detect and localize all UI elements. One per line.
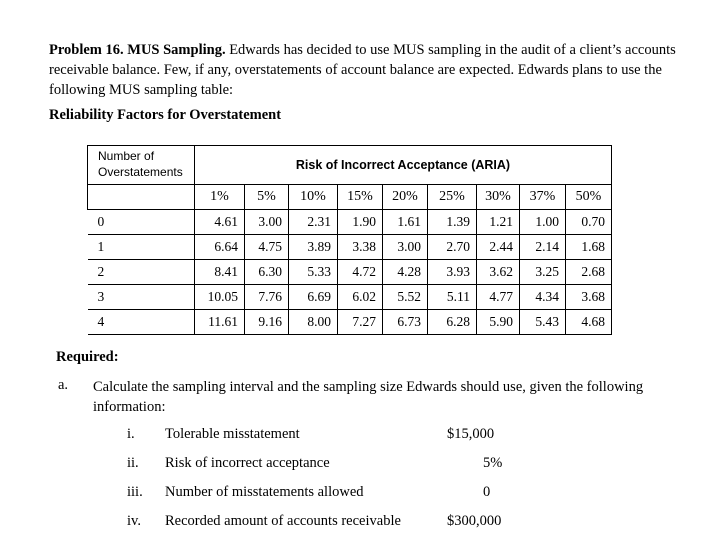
info-roman: iv. bbox=[127, 513, 141, 529]
factor-cell: 2.14 bbox=[520, 235, 566, 260]
factor-cell: 1.39 bbox=[428, 210, 477, 235]
table-row bbox=[88, 235, 612, 260]
percent-header-row bbox=[88, 185, 612, 210]
info-value: 5% bbox=[483, 455, 503, 471]
pct-header: 25% bbox=[428, 185, 477, 210]
pct-header: 50% bbox=[566, 185, 612, 210]
row-header-line2: Overstatements bbox=[98, 165, 183, 179]
factor-cell: 5.43 bbox=[520, 310, 566, 335]
table-row bbox=[88, 210, 612, 235]
factor-cell: 3.38 bbox=[338, 235, 383, 260]
info-value: $15,000 bbox=[447, 426, 495, 442]
factor-cell: 6.73 bbox=[383, 310, 428, 335]
blank-cell bbox=[88, 185, 195, 210]
factor-cell: 6.28 bbox=[428, 310, 477, 335]
pct-header: 15% bbox=[338, 185, 383, 210]
factor-cell: 3.62 bbox=[477, 260, 520, 285]
factor-cell: 4.77 bbox=[477, 285, 520, 310]
reliability-factors-table-wrap bbox=[87, 145, 612, 335]
factor-cell: 4.72 bbox=[338, 260, 383, 285]
table-row bbox=[88, 285, 612, 310]
factor-cell: 5.90 bbox=[477, 310, 520, 335]
row-header-cell bbox=[88, 146, 195, 185]
factor-cell: 2.70 bbox=[428, 235, 477, 260]
requirement-a-text: Calculate the sampling interval and the sampling size Edwards should use, given the following information: bbox=[93, 379, 644, 415]
pct-header: 1% bbox=[195, 185, 245, 210]
table-header-row bbox=[88, 146, 612, 185]
pct-header: 5% bbox=[245, 185, 289, 210]
factor-cell: 5.11 bbox=[428, 285, 477, 310]
factor-cell: 1.68 bbox=[566, 235, 612, 260]
factor-cell: 4.68 bbox=[566, 310, 612, 335]
factor-cell: 3.00 bbox=[245, 210, 289, 235]
info-roman: ii. bbox=[127, 455, 139, 471]
factor-cell: 9.16 bbox=[245, 310, 289, 335]
table-title: Reliability Factors for Overstatement bbox=[49, 107, 282, 123]
factor-cell: 6.64 bbox=[195, 235, 245, 260]
problem-title: Problem 16. MUS Sampling. bbox=[49, 42, 226, 58]
factor-cell: 2.44 bbox=[477, 235, 520, 260]
factor-cell: 1.61 bbox=[383, 210, 428, 235]
row-header-line1: Number of bbox=[98, 149, 155, 163]
table-row bbox=[88, 260, 612, 285]
info-desc: Number of misstatements allowed bbox=[165, 484, 364, 500]
factor-cell: 6.02 bbox=[338, 285, 383, 310]
factor-cell: 3.68 bbox=[566, 285, 612, 310]
problem-text: Edwards has decided to use MUS sampling in the audit of a client’s accounts receivable balance. Few, if any, overstatements of account balance are expected. Edwards plans to use the following MUS sampling table: bbox=[49, 42, 676, 98]
requirement-a-marker: a. bbox=[58, 377, 69, 393]
factor-cell: 8.00 bbox=[289, 310, 338, 335]
factor-cell: 3.89 bbox=[289, 235, 338, 260]
info-value: $300,000 bbox=[447, 513, 502, 529]
aria-header: Risk of Incorrect Acceptance (ARIA) bbox=[195, 146, 612, 185]
factor-cell: 2.31 bbox=[289, 210, 338, 235]
factor-cell: 5.52 bbox=[383, 285, 428, 310]
info-roman: i. bbox=[127, 426, 135, 442]
factor-cell: 4.61 bbox=[195, 210, 245, 235]
factor-cell: 7.27 bbox=[338, 310, 383, 335]
factor-cell: 4.75 bbox=[245, 235, 289, 260]
factor-cell: 3.00 bbox=[383, 235, 428, 260]
problem-statement bbox=[49, 40, 689, 100]
table-row bbox=[88, 310, 612, 335]
overstatement-count-cell: 4 bbox=[88, 310, 195, 335]
factor-cell: 4.28 bbox=[383, 260, 428, 285]
factor-cell: 4.34 bbox=[520, 285, 566, 310]
pct-header: 20% bbox=[383, 185, 428, 210]
info-desc: Tolerable misstatement bbox=[165, 426, 300, 442]
overstatement-count-cell: 3 bbox=[88, 285, 195, 310]
factor-cell: 3.93 bbox=[428, 260, 477, 285]
pct-header: 30% bbox=[477, 185, 520, 210]
overstatement-count-cell: 0 bbox=[88, 210, 195, 235]
factor-cell: 3.25 bbox=[520, 260, 566, 285]
info-roman: iii. bbox=[127, 484, 143, 500]
factor-cell: 1.90 bbox=[338, 210, 383, 235]
overstatement-count-cell: 1 bbox=[88, 235, 195, 260]
factor-cell: 6.30 bbox=[245, 260, 289, 285]
factor-cell: 5.33 bbox=[289, 260, 338, 285]
info-value: 0 bbox=[483, 484, 491, 500]
factor-cell: 0.70 bbox=[566, 210, 612, 235]
table-body bbox=[88, 210, 612, 335]
factor-cell: 1.00 bbox=[520, 210, 566, 235]
reliability-factors-table bbox=[87, 145, 612, 335]
factor-cell: 6.69 bbox=[289, 285, 338, 310]
factor-cell: 11.61 bbox=[195, 310, 245, 335]
factor-cell: 7.76 bbox=[245, 285, 289, 310]
pct-header: 10% bbox=[289, 185, 338, 210]
overstatement-count-cell: 2 bbox=[88, 260, 195, 285]
required-heading: Required: bbox=[56, 349, 119, 365]
info-desc: Risk of incorrect acceptance bbox=[165, 455, 330, 471]
info-desc: Recorded amount of accounts receivable bbox=[165, 513, 401, 529]
factor-cell: 10.05 bbox=[195, 285, 245, 310]
factor-cell: 2.68 bbox=[566, 260, 612, 285]
factor-cell: 1.21 bbox=[477, 210, 520, 235]
pct-header: 37% bbox=[520, 185, 566, 210]
factor-cell: 8.41 bbox=[195, 260, 245, 285]
